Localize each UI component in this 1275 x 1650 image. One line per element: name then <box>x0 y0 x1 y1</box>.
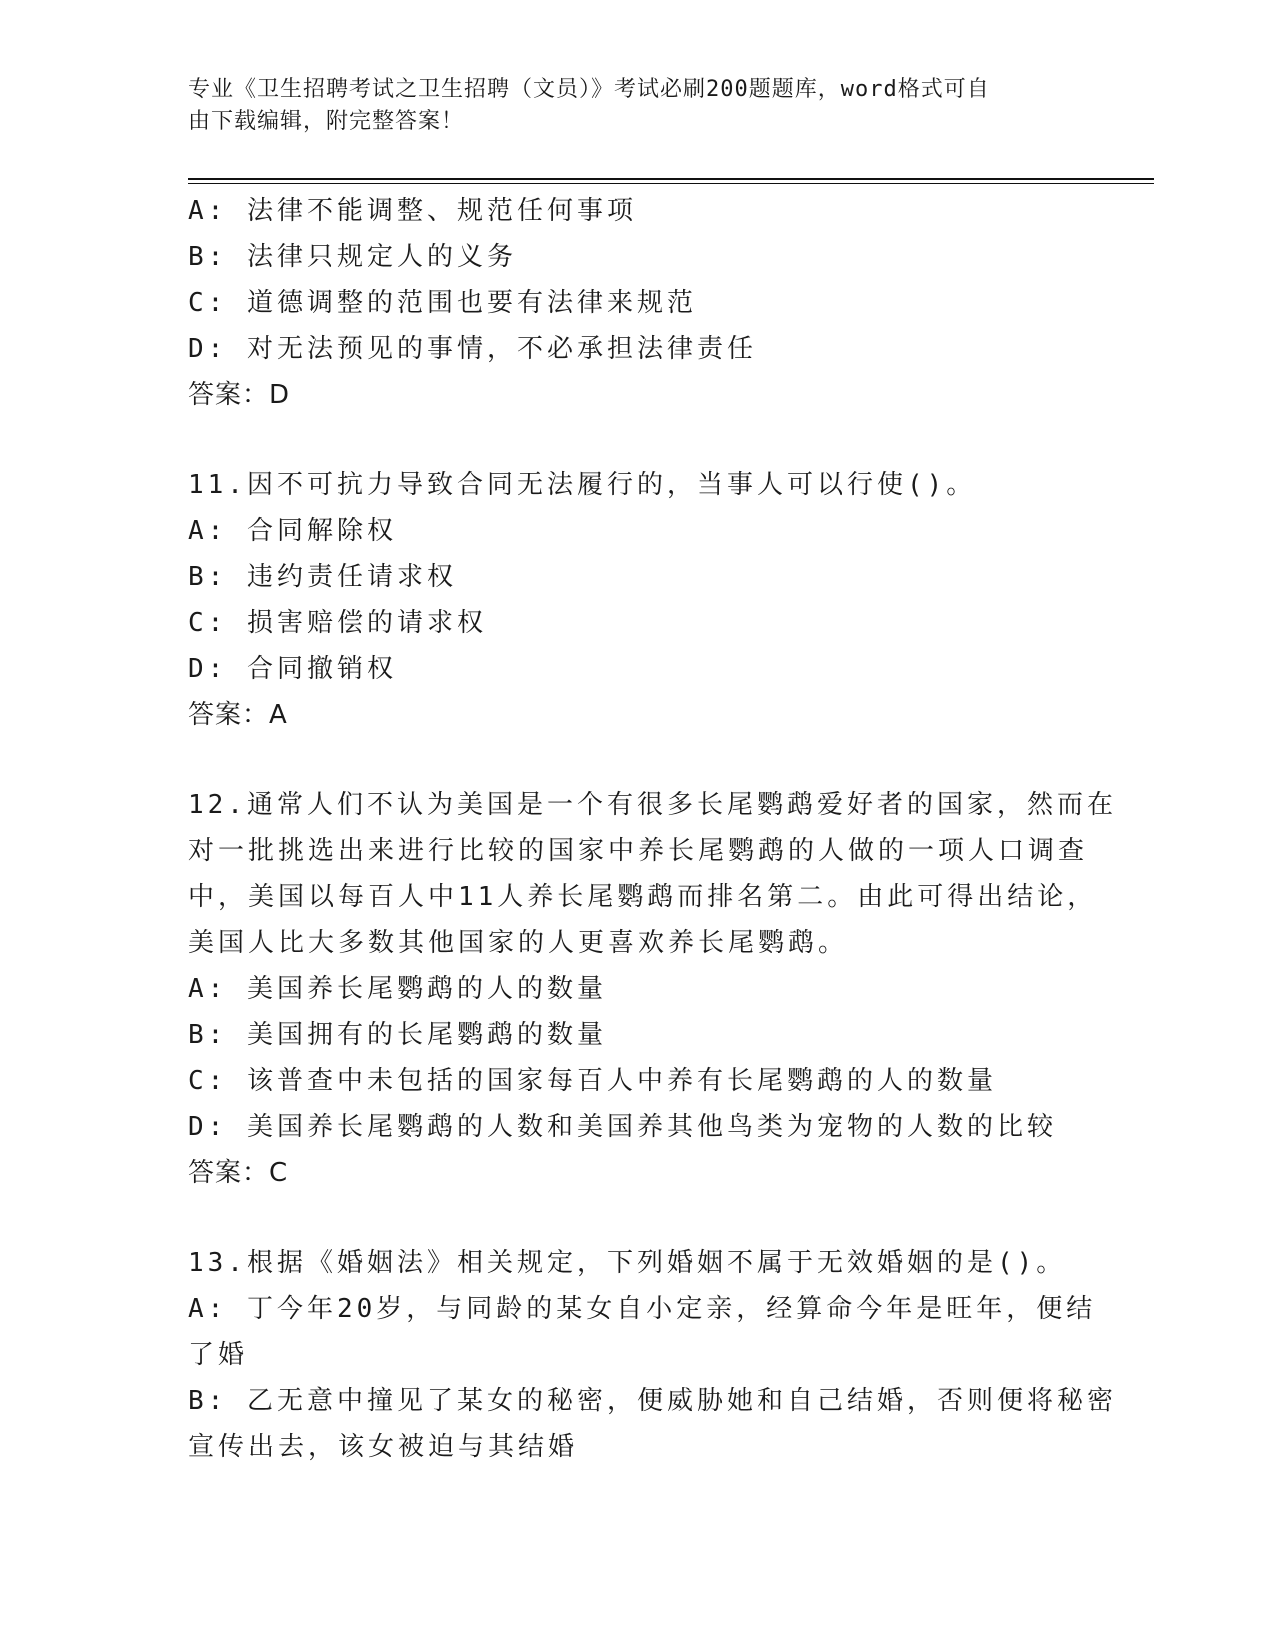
header-divider-thin <box>188 183 1154 184</box>
option-c: C: 损害赔偿的请求权 <box>188 608 487 638</box>
header-line-2: 由下载编辑，附完整答案！ <box>188 109 465 134</box>
option-c: C: 道德调整的范围也要有法律来规范 <box>188 288 697 318</box>
option-a: A: 法律不能调整、规范任何事项 <box>188 196 637 226</box>
option-d: D: 对无法预见的事情，不必承担法律责任 <box>188 334 757 364</box>
option-a-line: A: 丁今年20岁，与同龄的某女自小定亲，经算命今年是旺年，便结 <box>188 1294 1097 1324</box>
question-10 <box>188 188 1088 418</box>
question-12 <box>188 782 1117 1196</box>
option-b-line: B: 乙无意中撞见了某女的秘密，便威胁她和自己结婚，否则便将秘密 <box>188 1386 1117 1416</box>
option-c: C: 该普查中未包括的国家每百人中养有长尾鹦鹉的人的数量 <box>188 1066 997 1096</box>
question-list <box>188 188 1117 1470</box>
question-stem-line: 12.通常人们不认为美国是一个有很多长尾鹦鹉爱好者的国家，然而在 <box>188 790 1117 820</box>
option-a: A: 美国养长尾鹦鹉的人的数量 <box>188 974 607 1004</box>
question-11 <box>188 462 1088 738</box>
question-stem-line: 美国人比大多数其他国家的人更喜欢养长尾鹦鹉。 <box>188 928 849 958</box>
answer: 答案：D <box>188 380 291 410</box>
document-header <box>188 74 1068 138</box>
header-divider-thick <box>188 178 1154 180</box>
option-b: B: 法律只规定人的义务 <box>188 242 517 272</box>
header-line-1: 专业《卫生招聘考试之卫生招聘（文员）》考试必刷200题题库，word格式可自 <box>188 77 990 102</box>
option-b-line: 宣传出去，该女被迫与其结婚 <box>188 1432 579 1462</box>
option-b: B: 美国拥有的长尾鹦鹉的数量 <box>188 1020 607 1050</box>
option-b: B: 违约责任请求权 <box>188 562 457 592</box>
answer: 答案：A <box>188 700 288 730</box>
question-stem: 13.根据《婚姻法》相关规定，下列婚姻不属于无效婚姻的是()。 <box>188 1248 1067 1278</box>
option-a-line: 了婚 <box>188 1340 249 1370</box>
question-stem-line: 中，美国以每百人中11人养长尾鹦鹉而排名第二。由此可得出结论， <box>188 882 1098 912</box>
option-d: D: 美国养长尾鹦鹉的人数和美国养其他鸟类为宠物的人数的比较 <box>188 1112 1057 1142</box>
option-d: D: 合同撤销权 <box>188 654 397 684</box>
question-stem: 11.因不可抗力导致合同无法履行的，当事人可以行使()。 <box>188 470 977 500</box>
answer: 答案：C <box>188 1158 289 1188</box>
question-stem-line: 对一批挑选出来进行比较的国家中养长尾鹦鹉的人做的一项人口调查 <box>188 836 1089 866</box>
question-13 <box>188 1240 1117 1470</box>
option-a: A: 合同解除权 <box>188 516 397 546</box>
